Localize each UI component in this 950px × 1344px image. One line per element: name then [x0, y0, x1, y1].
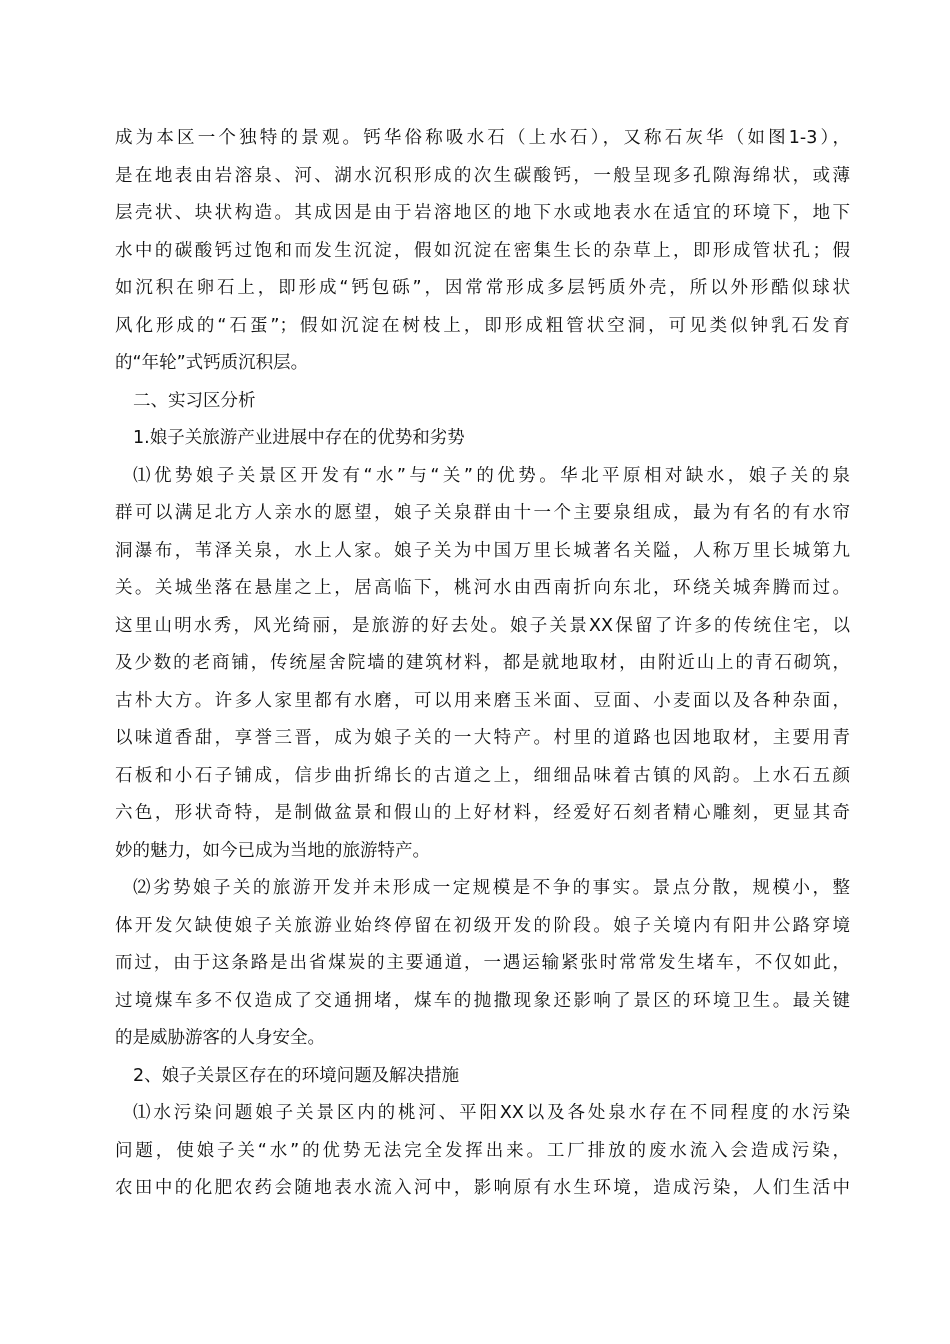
text-line: 洞瀑布，苇泽关泉，水上人家。娘子关为中国万里长城著名关隘，人称万里长城第九	[115, 540, 850, 561]
text-line: 问题，使娘子关“水”的优势无法完全发挥出来。工厂排放的废水流入会造成污染，	[115, 1140, 850, 1161]
text-line: 成为本区一个独特的景观。钙华俗称吸水石（上水石），又称石灰华（如图1-3），	[115, 128, 850, 148]
text-line: 2、娘子关景区存在的环境问题及解决措施	[133, 1065, 460, 1086]
text-line: ⑵劣势娘子关的旅游开发并未形成一定规模是不争的事实。景点分散，规模小，整	[133, 878, 850, 898]
document-body	[115, 120, 850, 1208]
text-line: 妙的魅力，如今已成为当地的旅游特产。	[115, 840, 430, 861]
text-line: 古朴大方。许多人家里都有水磨，可以用来磨玉米面、豆面、小麦面以及各种杂面，	[115, 690, 850, 711]
text-line: 农田中的化肥农药会随地表水流入河中，影响原有水生环境，造成污染，人们生活中	[115, 1178, 850, 1198]
text-line: 这里山明水秀，风光绮丽，是旅游的好去处。娘子关景XX保留了许多的传统住宅，以	[115, 615, 850, 636]
text-line: 以味道香甜，享誉三晋，成为娘子关的一大特产。村里的道路也因地取材，主要用青	[115, 728, 850, 748]
text-line: 1.娘子关旅游产业进展中存在的优势和劣势	[133, 428, 465, 448]
text-line: 及少数的老商铺，传统屋舍院墙的建筑材料，都是就地取材，由附近山上的青石砌筑，	[115, 653, 850, 673]
text-line: 六色，形状奇特，是制做盆景和假山的上好材料，经爱好石刻者精心雕刻，更显其奇	[115, 803, 850, 823]
text-line: 体开发欠缺使娘子关旅游业始终停留在初级开发的阶段。娘子关境内有阳井公路穿境	[115, 915, 850, 936]
text-line: 二、实习区分析	[133, 390, 256, 411]
text-line: 层壳状、块状构造。其成因是由于岩溶地区的地下水或地表水在适宜的环境下，地下	[115, 203, 850, 223]
text-line: 过境煤车多不仅造成了交通拥堵，煤车的抛撒现象还影响了景区的环境卫生。最关键	[115, 990, 850, 1011]
text-line: 群可以满足北方人亲水的愿望，娘子关泉群由十一个主要泉组成，最为有名的有水帘	[115, 503, 850, 523]
text-line: 如沉积在卵石上，即形成“钙包砾”，因常常形成多层钙质外壳，所以外形酷似球状	[115, 278, 850, 298]
text-line: 石板和小石子铺成，信步曲折绵长的古道之上，细细品味着古镇的风韵。上水石五颜	[115, 765, 850, 786]
text-line: 的“年轮”式钙质沉积层。	[115, 353, 309, 373]
text-line: 关。关城坐落在悬崖之上，居高临下，桃河水由西南折向东北，环绕关城奔腾而过。	[115, 578, 850, 598]
text-line: 水中的碳酸钙过饱和而发生沉淀，假如沉淀在密集生长的杂草上，即形成管状孔；假	[115, 240, 850, 261]
text-line: 风化形成的“石蛋”；假如沉淀在树枝上，即形成粗管状空洞，可见类似钟乳石发育	[115, 315, 850, 336]
text-line: 而过，由于这条路是出省煤炭的主要通道，一遇运输紧张时常常发生堵车，不仅如此，	[115, 953, 850, 973]
text-line: 是在地表由岩溶泉、河、湖水沉积形成的次生碳酸钙，一般呈现多孔隙海绵状，或薄	[115, 165, 850, 186]
text-line: 的是威胁游客的人身安全。	[115, 1028, 325, 1048]
text-line: ⑴水污染问题娘子关景区内的桃河、平阳XX以及各处泉水存在不同程度的水污染	[133, 1103, 850, 1123]
text-line: ⑴优势娘子关景区开发有“水”与“关”的优势。华北平原相对缺水，娘子关的泉	[133, 465, 850, 486]
